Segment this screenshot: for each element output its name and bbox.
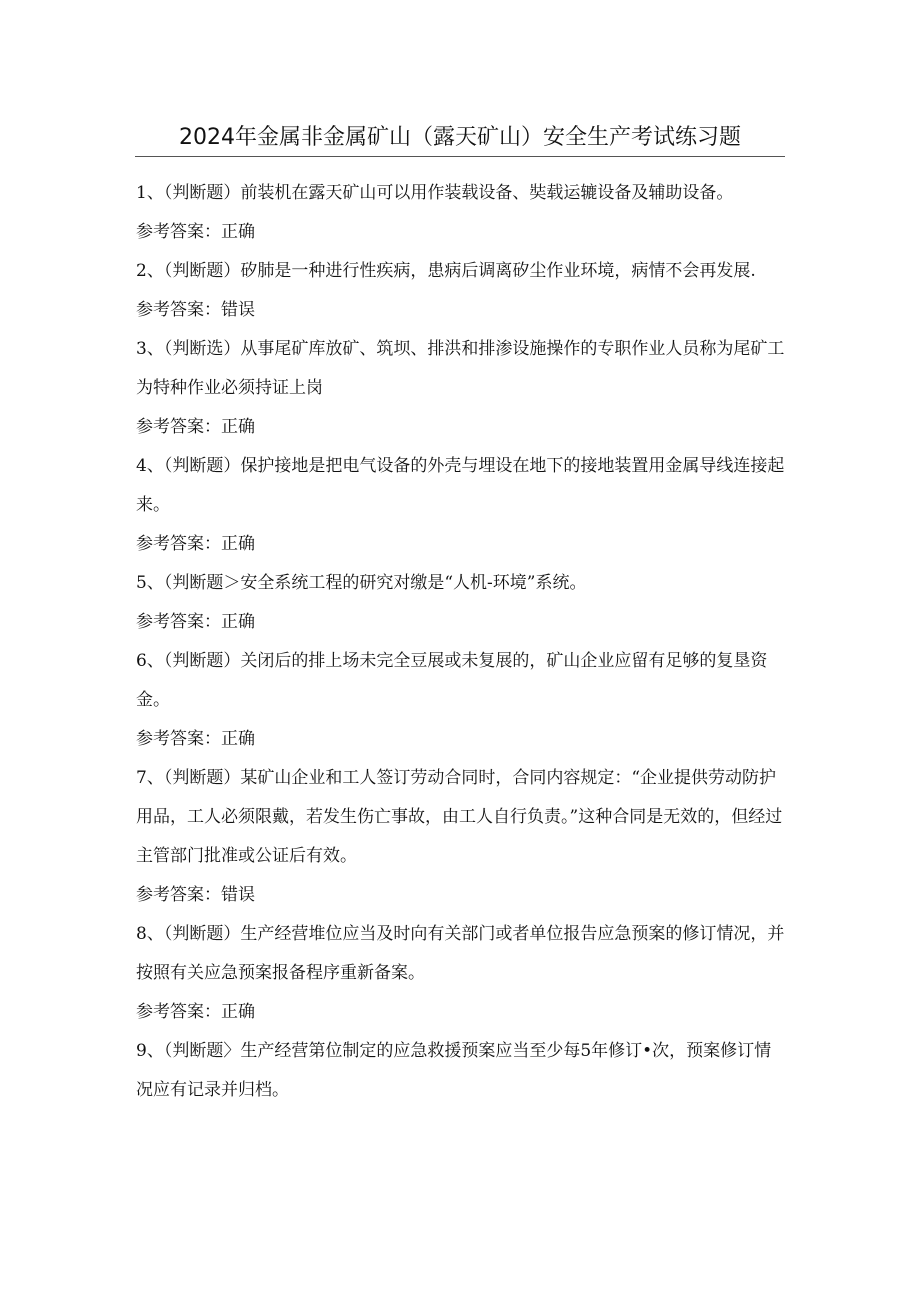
question-item-8 [136,915,786,1032]
question-text: 2、（判断题）矽肺是一种进行性疾病，患病后调离矽尘作业环境，病情不会再发展. [136,261,756,281]
question-text: 7、（判断题）某矿山企业和工人签订劳动合同时，合同内容规定：“企业提供劳动防护用品，工人必须限戴，若发生伤亡事故，由工人自行负责。”这种合同是无效的，但经过主管部门批准或公证后有效。 [136,768,783,866]
answer-text: 参考答案：正确 [136,1002,255,1022]
answer-text: 参考答案：错误 [136,885,255,905]
question-item-1 [136,174,786,252]
answer-text: 参考答案：正确 [136,417,255,437]
page-title: 2024年金属非金属矿山（露天矿山）安全生产考试练习题 [179,125,741,150]
question-item-9 [136,1032,786,1110]
question-list [136,174,786,1110]
answer-text: 参考答案：正确 [136,534,255,554]
answer-text: 参考答案：错误 [136,300,255,320]
question-item-3 [136,330,786,447]
question-text: 1、（判断题）前装机在露天矿山可以用作装载设备、奘载运辘设备及辅助设备。 [136,183,734,203]
question-item-4 [136,447,786,564]
title-underline [135,156,785,157]
answer-text: 参考答案：正确 [136,222,255,242]
question-item-5 [136,564,786,642]
answer-text: 参考答案：正确 [136,729,255,749]
question-item-6 [136,642,786,759]
question-text: 8、（判断题）生产经营堆位应当及时向有关部门或者单位报告应急预案的修订情况，并按照有关应急预案报备程序重新备案。 [136,924,785,983]
question-text: 4、（判断题）保护接地是把电气设备的外壳与埋设在地下的接地装置用金属导线连接起来。 [136,456,785,515]
question-text: 3、（判断选）从事尾矿库放矿、筑坝、排洪和排渗设施操作的专职作业人员称为尾矿工为特种作业必须持证上岗 [136,339,785,398]
question-text: 9、（判断题〉生产经营第位制定的应急救援预案应当至少每5年修订•次，预案修订情况应有记录并归档。 [136,1041,772,1100]
question-text: 5、（判断题＞安全系统工程的研究对缴是“人机-环境”系统。 [136,573,587,593]
answer-text: 参考答案：正确 [136,612,255,632]
question-item-7 [136,759,786,915]
question-item-2 [136,252,786,330]
question-text: 6、（判断题）关闭后的排上场未完全豆展或未复展的，矿山企业应留有足够的复垦资金。 [136,651,768,710]
